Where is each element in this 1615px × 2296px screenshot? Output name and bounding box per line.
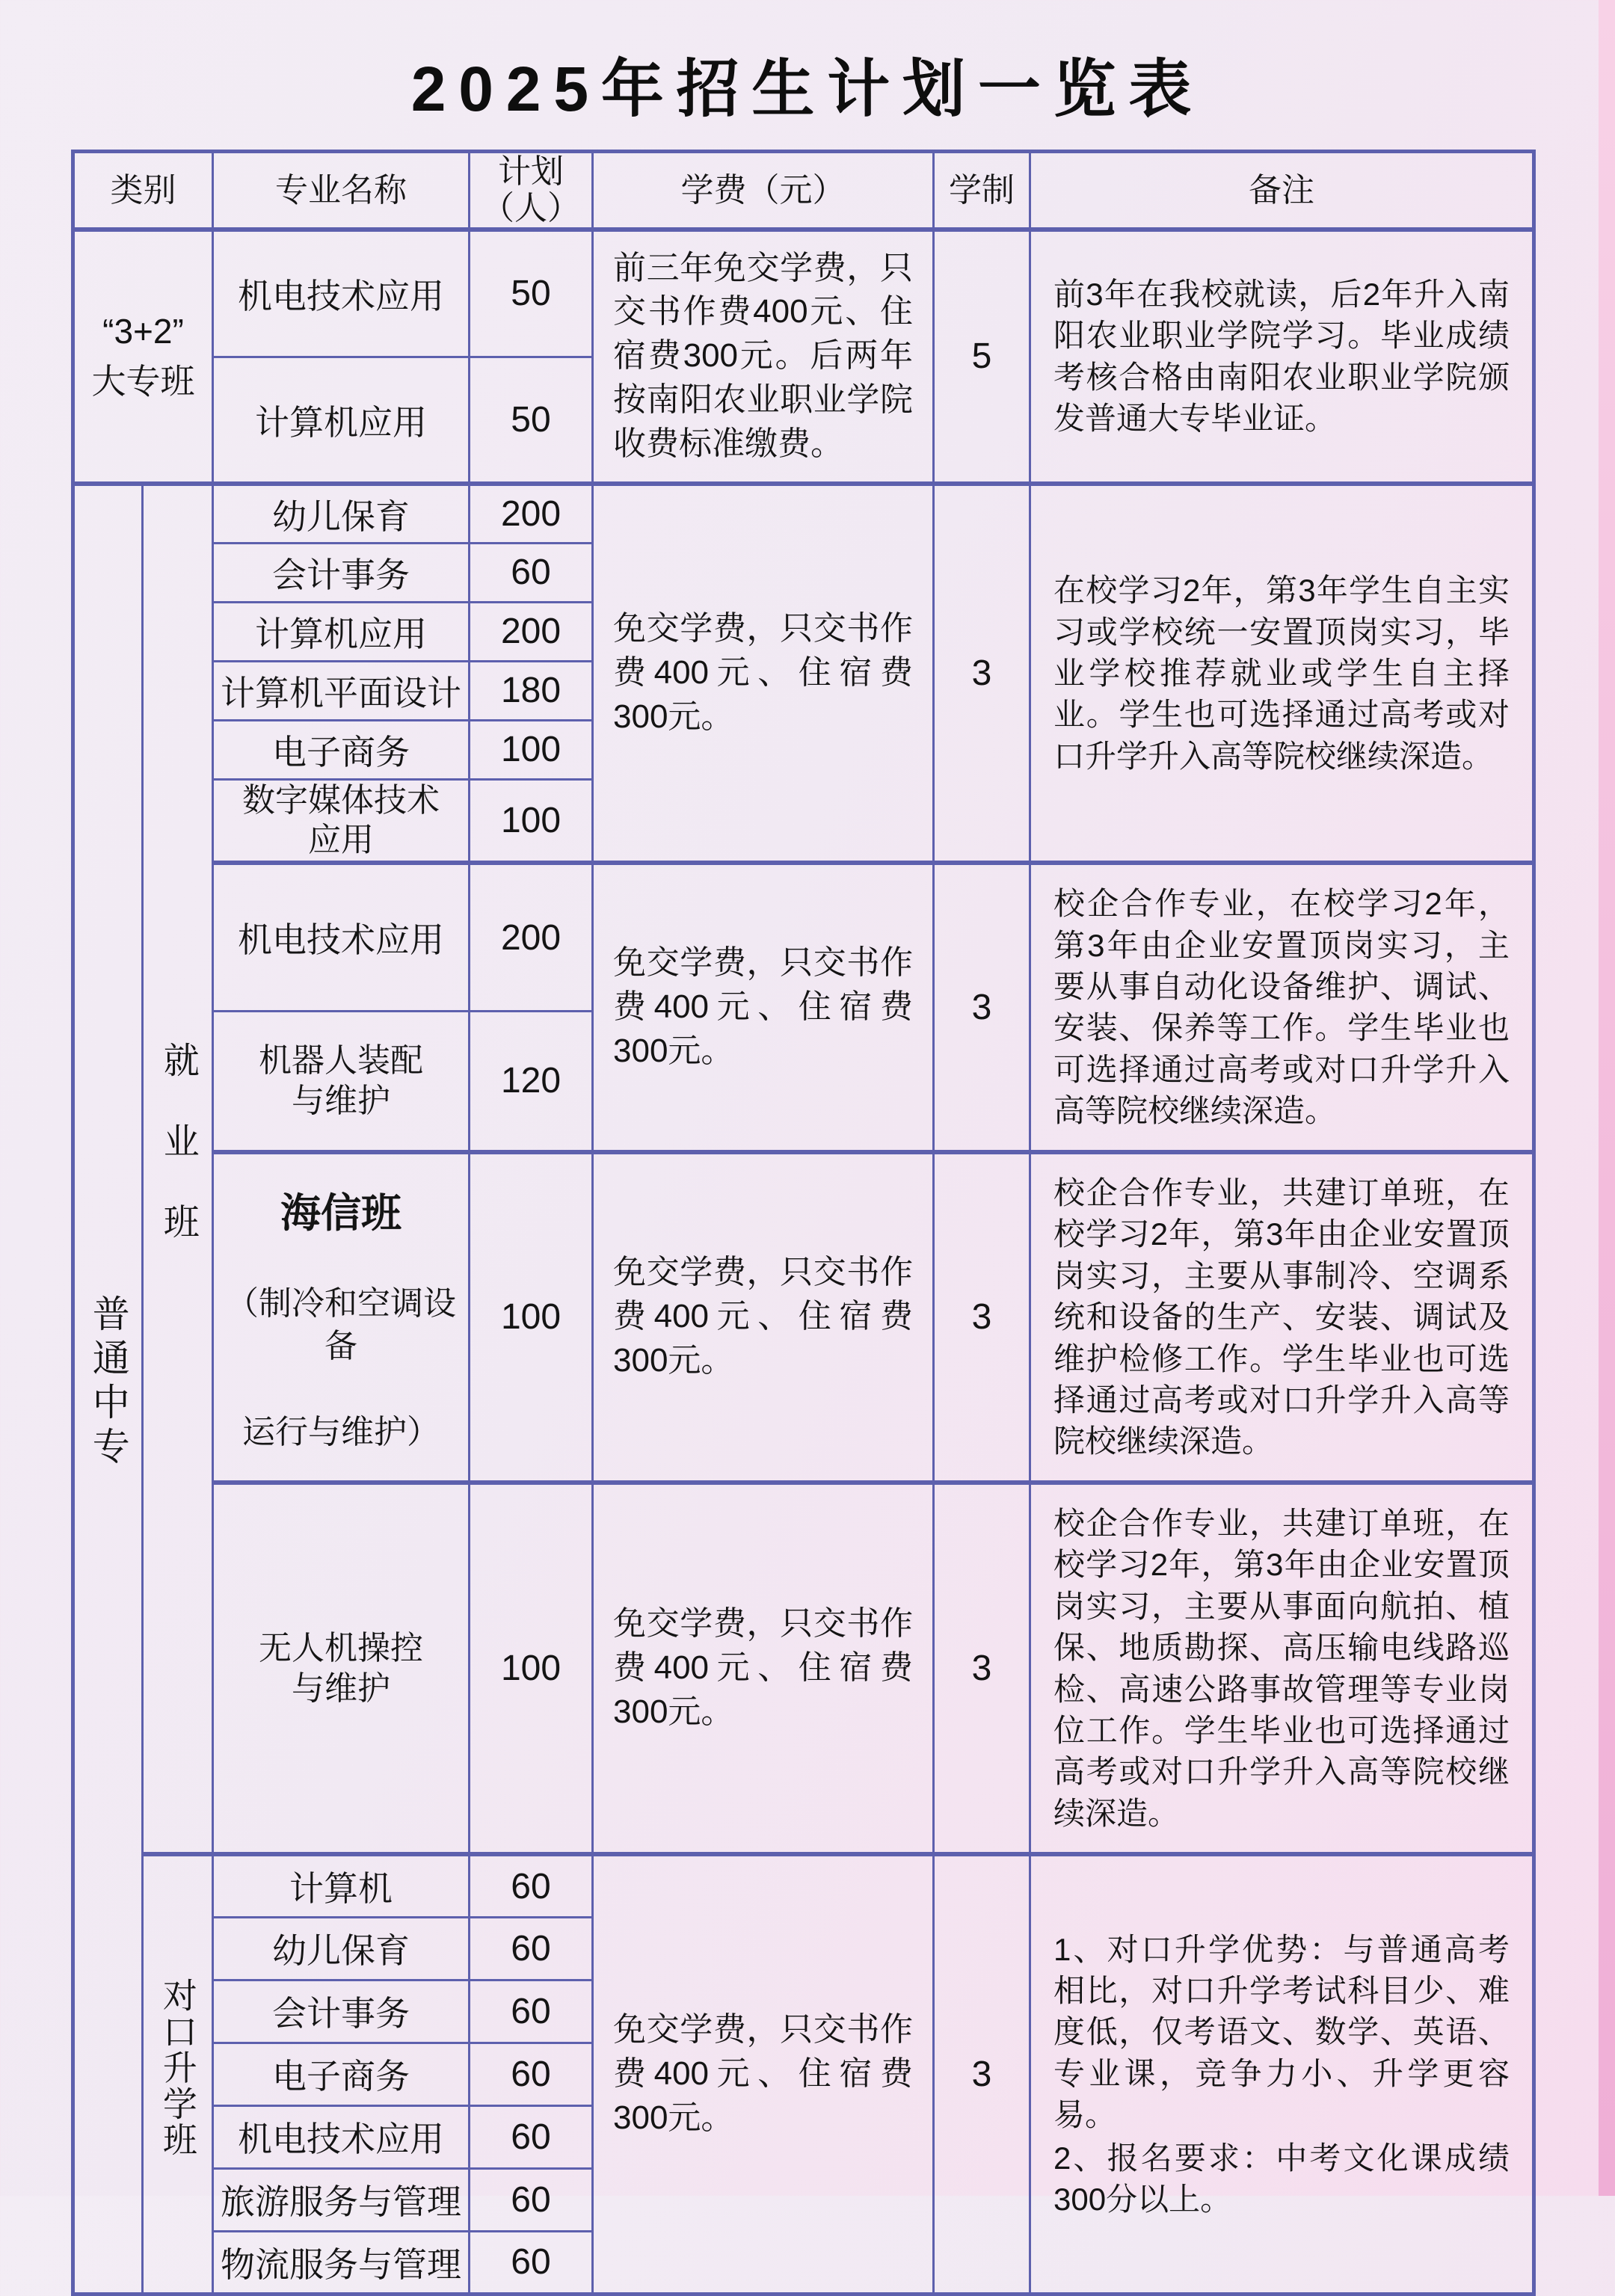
header-major: 专业名称 <box>213 152 470 230</box>
category-duikou-shengxue-ban: 对口升学班 <box>143 1854 213 2294</box>
category-3plus2-dazhuanban <box>73 230 213 484</box>
header-plan <box>470 152 593 230</box>
tuition-cell: 免交学费，只交书作费400元、住宿费300元。 <box>593 1854 934 2294</box>
plan-cell: 60 <box>470 2231 593 2294</box>
duration-cell: 5 <box>934 230 1030 484</box>
major-cell: 机电技术应用 <box>213 863 470 1011</box>
major-cell: 会计事务 <box>213 1980 470 2043</box>
plan-cell: 60 <box>470 2168 593 2231</box>
plan-cell: 200 <box>470 602 593 661</box>
tuition-cell: 免交学费，只交书作费400元、住宿费300元。 <box>593 863 934 1152</box>
major-cell: 机电技术应用 <box>213 2105 470 2168</box>
plan-cell: 60 <box>470 1980 593 2043</box>
plan-cell: 60 <box>470 543 593 602</box>
page-edge-accent <box>1599 0 1615 2196</box>
tuition-cell: 免交学费，只交书作费400元、住宿费300元。 <box>593 484 934 863</box>
note-cell: 1、对口升学优势：与普通高考相比，对口升学考试科目少、难度低，仅考语文、数学、英语、专业课，竞争力小、升学更容易。 2、报名要求：中考文化课成绩300分以上。 <box>1030 1854 1534 2294</box>
tuition-cell: 前三年免交学费，只交书作费400元、住宿费300元。后两年按南阳农业职业学院收费标准缴费。 <box>593 230 934 484</box>
major-cell: 电子商务 <box>213 720 470 779</box>
major-cell: 计算机平面设计 <box>213 661 470 720</box>
plan-cell: 180 <box>470 661 593 720</box>
duration-cell: 3 <box>934 1483 1030 1855</box>
major-cell: 旅游服务与管理 <box>213 2168 470 2231</box>
plan-cell: 60 <box>470 2105 593 2168</box>
major-cell: 数字媒体技术 应用 <box>213 779 470 863</box>
plan-cell: 50 <box>470 357 593 484</box>
plan-cell: 120 <box>470 1011 593 1151</box>
major-cell: 机器人装配 与维护 <box>213 1011 470 1151</box>
duration-cell: 3 <box>934 1854 1030 2294</box>
plan-cell: 100 <box>470 1152 593 1483</box>
header-plan-line1: 计划 <box>498 153 564 190</box>
header-plan-line2: （人） <box>482 190 580 227</box>
plan-cell: 100 <box>470 720 593 779</box>
header-duration: 学制 <box>934 152 1030 230</box>
major-cell: 机电技术应用 <box>213 230 470 357</box>
major-cell: 幼儿保育 <box>213 1917 470 1980</box>
major-cell: 计算机应用 <box>213 357 470 484</box>
major-cell: 计算机 <box>213 1854 470 1917</box>
header-note: 备注 <box>1030 152 1534 230</box>
duration-cell: 3 <box>934 863 1030 1152</box>
plan-cell: 50 <box>470 230 593 357</box>
major-cell: 无人机操控 与维护 <box>213 1483 470 1855</box>
plan-cell: 100 <box>470 779 593 863</box>
plan-cell: 200 <box>470 484 593 543</box>
page-title: 2025年招生计划一览表 <box>410 54 1205 124</box>
category-3plus2-line2: 大专班 <box>91 361 195 401</box>
plan-cell: 100 <box>470 1483 593 1855</box>
category-3plus2-line1: “3+2” <box>102 312 184 351</box>
header-tuition: 学费（元） <box>593 152 934 230</box>
tuition-cell: 免交学费，只交书作费400元、住宿费300元。 <box>593 1483 934 1855</box>
plan-cell: 200 <box>470 863 593 1011</box>
note-cell: 前3年在我校就读，后2年升入南阳农业职业学院学习。毕业成绩考核合格由南阳农业职业学院颁发普通大专毕业证。 <box>1030 230 1534 484</box>
duration-cell: 3 <box>934 484 1030 863</box>
major-cell: 幼儿保育 <box>213 484 470 543</box>
note-cell: 在校学习2年，第3年学生自主实习或学校统一安置顶岗实习，毕业学校推荐就业或学生自主择业。学生也可选择通过高考或对口升学升入高等院校继续深造。 <box>1030 484 1534 863</box>
note-cell: 校企合作专业，共建订单班，在校学习2年，第3年由企业安置顶岗实习，主要从事制冷、空调系统和设备的生产、安装、调试及维护检修工作。学生毕业也可选择通过高考或对口升学升入高等院校继续深造。 <box>1030 1152 1534 1483</box>
tuition-cell: 免交学费，只交书作费400元、住宿费300元。 <box>593 1152 934 1483</box>
duration-cell: 3 <box>934 1152 1030 1483</box>
category-jiuye-ban: 就业班 <box>143 484 213 1854</box>
major-cell: 电子商务 <box>213 2043 470 2105</box>
plan-cell: 60 <box>470 1854 593 1917</box>
plan-cell: 60 <box>470 1917 593 1980</box>
major-cell: 物流服务与管理 <box>213 2231 470 2294</box>
category-putong-zhongzhuan: 普通中专 <box>73 484 143 2294</box>
major-cell: 计算机应用 <box>213 602 470 661</box>
major-cell-haixin: 海信班 （制冷和空调设备 运行与维护） <box>213 1152 470 1483</box>
major-cell: 会计事务 <box>213 543 470 602</box>
enrollment-plan-table <box>71 150 1536 2296</box>
note-cell: 校企合作专业，共建订单班，在校学习2年，第3年由企业安置顶岗实习，主要从事面向航拍、植保、地质勘探、高压输电线路巡检、高速公路事故管理等专业岗位工作。学生毕业也可选择通过高考或对口升学升入高等院校继续深造。 <box>1030 1483 1534 1855</box>
note-cell: 校企合作专业，在校学习2年，第3年由企业安置顶岗实习，主要从事自动化设备维护、调试、安装、保养等工作。学生毕业也可选择通过高考或对口升学升入高等院校继续深造。 <box>1030 863 1534 1152</box>
plan-cell: 60 <box>470 2043 593 2105</box>
header-category: 类别 <box>73 152 213 230</box>
